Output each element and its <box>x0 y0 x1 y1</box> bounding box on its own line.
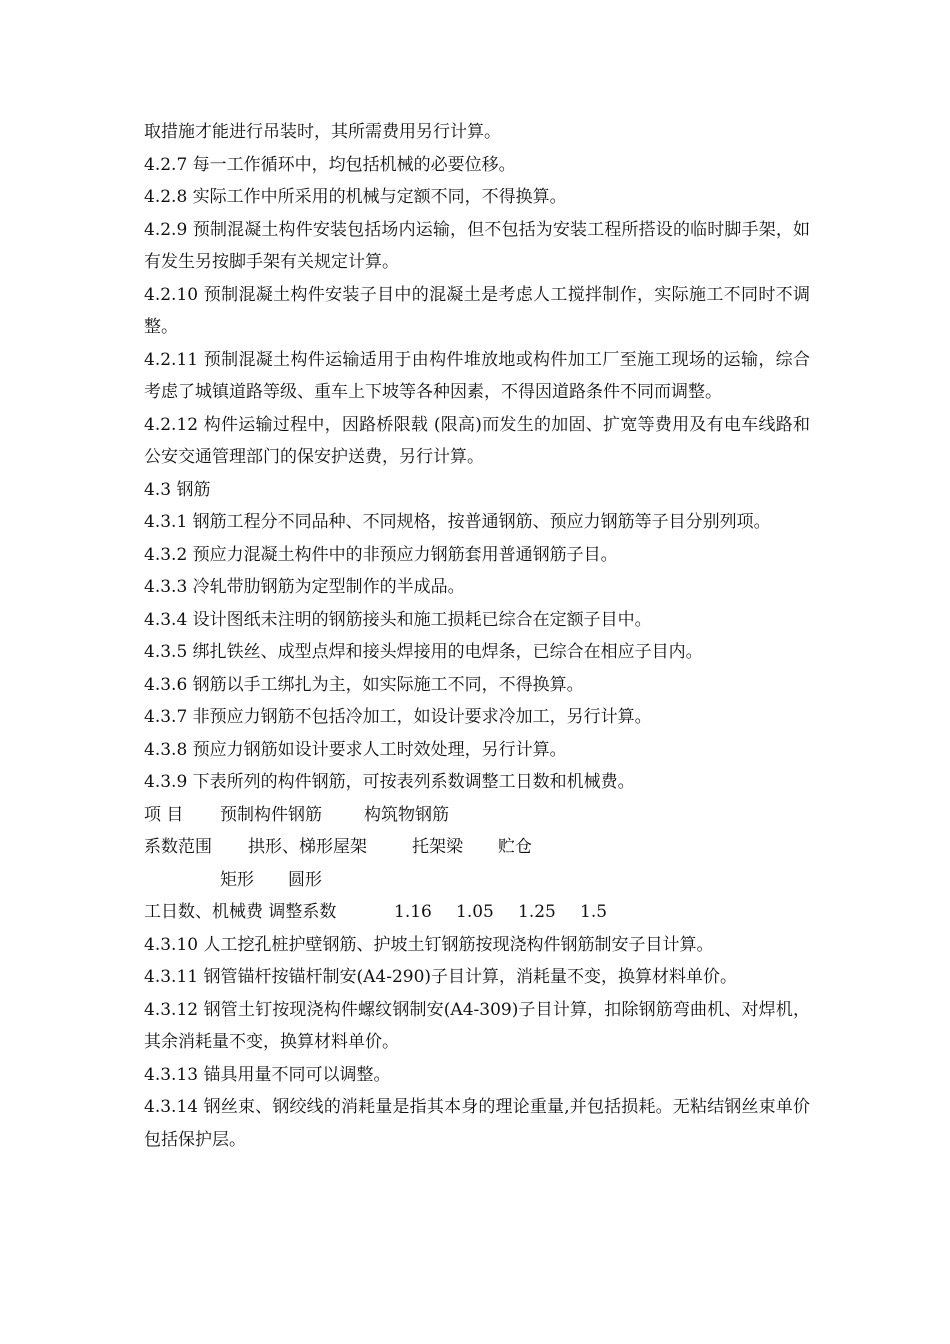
paragraph-4-2-9: 4.2.9 预制混凝土构件安装包括场内运输，但不包括为安装工程所搭设的临时脚手架，如有发生另按脚手架有关规定计算。 <box>144 219 810 272</box>
table-cell-arch-truss: 拱形、梯形屋架 <box>248 837 367 857</box>
paragraph-4-3-4: 4.3.4 设计图纸未注明的钢筋接头和施工损耗已综合在定额子目中。 <box>144 609 652 630</box>
section-heading-4-3: 4.3 钢筋 <box>144 479 211 500</box>
paragraph-4-3-1: 4.3.1 钢筋工程分不同品种、不同规格，按普通钢筋、预应力钢筋等子目分别列项。 <box>144 512 771 532</box>
document-body <box>144 116 810 1156</box>
paragraph-4-3-10: 4.3.10 人工挖孔桩护壁钢筋、护坡土钉钢筋按现浇构件钢筋制安子目计算。 <box>144 934 714 955</box>
table-cell-value-1: 1.16 <box>394 902 432 922</box>
table-cell-bracket-beam: 托架梁 <box>412 837 463 857</box>
table-cell-silo: 贮仓 <box>498 837 532 857</box>
table-cell-adjust-label: 工日数、机械费 调整系数 <box>144 902 337 922</box>
paragraph-4-2-8: 4.2.8 实际工作中所采用的机械与定额不同，不得换算。 <box>144 187 567 207</box>
paragraph-4-3-9: 4.3.9 下表所列的构件钢筋，可按表列系数调整工日数和机械费。 <box>144 772 635 792</box>
table-row-header <box>144 799 810 832</box>
table-cell-value-3: 1.25 <box>518 902 556 922</box>
table-cell-item: 项 目 <box>144 804 184 825</box>
table-cell-precast-rebar: 预制构件钢筋 <box>220 804 322 825</box>
table-cell-circular: 圆形 <box>288 869 322 890</box>
paragraph-4-3-14: 4.3.14 钢丝束、钢绞线的消耗量是指其本身的理论重量,并包括损耗。无粘结钢丝束单价包括保护层。 <box>144 1097 810 1150</box>
paragraph-4-3-11: 4.3.11 钢管锚杆按锚杆制安(A4-290)子目计算，消耗量不变，换算材料单价。 <box>144 967 738 987</box>
table-row-coefficient-range <box>144 831 810 864</box>
paragraph-4-3-2: 4.3.2 预应力混凝土构件中的非预应力钢筋套用普通钢筋子目。 <box>144 544 618 565</box>
paragraph-4-3-6: 4.3.6 钢筋以手工绑扎为主，如实际施工不同，不得换算。 <box>144 674 584 695</box>
table-cell-rectangular: 矩形 <box>220 869 254 890</box>
paragraph-4-3-13: 4.3.13 锚具用量不同可以调整。 <box>144 1064 391 1085</box>
paragraph-4-3-3: 4.3.3 冷轧带肋钢筋为定型制作的半成品。 <box>144 577 465 597</box>
table-cell-value-4: 1.5 <box>580 902 608 922</box>
paragraph-4-3-12: 4.3.12 钢管土钉按现浇构件螺纹钢制安(A4-309)子目计算，扣除钢筋弯曲机、对焊机，其余消耗量不变，换算材料单价。 <box>144 999 810 1052</box>
table-row-shapes <box>144 864 810 897</box>
paragraph-continuation: 取措施才能进行吊装时，其所需费用另行计算。 <box>144 122 501 142</box>
table-cell-value-2: 1.05 <box>456 902 494 922</box>
paragraph-4-3-8: 4.3.8 预应力钢筋如设计要求人工时效处理，另行计算。 <box>144 739 567 760</box>
table-row-adjustment <box>144 896 810 929</box>
table-cell-structure-rebar: 构筑物钢筋 <box>364 804 449 825</box>
table-cell-range-label: 系数范围 <box>144 837 212 857</box>
paragraph-4-2-10: 4.2.10 预制混凝土构件安装子目中的混凝土是考虑人工搅拌制作，实际施工不同时不调整。 <box>144 284 810 337</box>
paragraph-4-2-12: 4.2.12 构件运输过程中，因路桥限载 (限高)而发生的加固、扩宽等费用及有电车线路和公安交通管理部门的保安护送费，另行计算。 <box>144 414 810 467</box>
paragraph-4-3-5: 4.3.5 绑扎铁丝、成型点焊和接头焊接用的电焊条，已综合在相应子目内。 <box>144 642 703 662</box>
paragraph-4-3-7: 4.3.7 非预应力钢筋不包括冷加工，如设计要求冷加工，另行计算。 <box>144 707 652 727</box>
paragraph-4-2-11: 4.2.11 预制混凝土构件运输适用于由构件堆放地或构件加工厂至施工现场的运输，综合考虑了城镇道路等级、重车上下坡等各种因素，不得因道路条件不同而调整。 <box>144 349 810 402</box>
paragraph-4-2-7: 4.2.7 每一工作循环中，均包括机械的必要位移。 <box>144 154 516 175</box>
